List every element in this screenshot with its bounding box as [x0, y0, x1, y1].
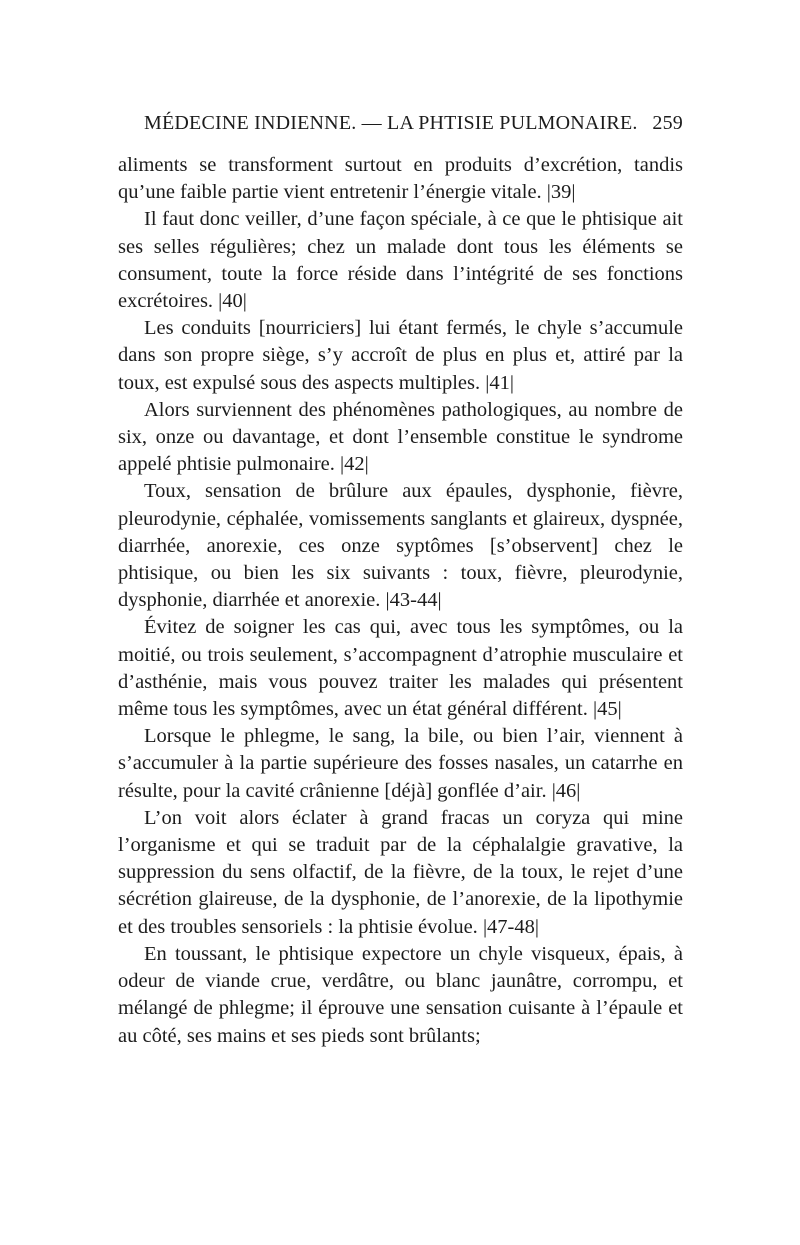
section-ref: |46|	[551, 779, 581, 802]
section-ref: |43-44|	[385, 589, 442, 612]
paragraph	[118, 614, 683, 723]
paragraph	[118, 152, 683, 206]
paragraph-text: Alors surviennent des phénomènes pathologiques, au nombre de six, onze ou davantage, et dont l’ensemble constitue le syndrome appelé phtisie pulmonaire.	[118, 398, 683, 476]
running-title: MÉDECINE INDIENNE. — LA PHTISIE PULMONAIRE.	[144, 112, 638, 134]
paragraph	[118, 478, 683, 614]
section-ref: |41|	[485, 371, 514, 394]
section-ref: |47-48|	[482, 915, 539, 938]
body-text	[118, 152, 683, 1050]
paragraph	[118, 397, 683, 479]
paragraph	[118, 206, 683, 315]
paragraph-text: Évitez de soigner les cas qui, avec tous les symptômes, ou la moitié, ou trois seulement, s’accompagnent d’atrophie musculaire et d’asthénie, mais vous pouvez traiter les malades qui présentent même tous les symptômes, avec un état général différent.	[118, 616, 683, 721]
paragraph	[118, 941, 683, 1050]
page-number: 259	[652, 112, 683, 134]
paragraph	[118, 315, 683, 397]
paragraph-text: aliments se transforment surtout en produits d’excrétion, tandis qu’une faible partie vient entretenir l’énergie vitale.	[118, 154, 683, 204]
paragraph	[118, 723, 683, 805]
paragraph-text: En toussant, le phtisique expectore un chyle visqueux, épais, à odeur de viande crue, verdâtre, ou blanc jaunâtre, corrompu, et mélangé de phlegme; il éprouve une sensation cuisante à l’épaule et au côté, ses mains et ses pieds sont brûlants;	[118, 942, 683, 1047]
section-ref: |42|	[340, 453, 369, 476]
running-header	[120, 112, 683, 142]
paragraph-text: Toux, sensation de brûlure aux épaules, dysphonie, fièvre, pleurodynie, céphalée, vomissements sanglants et glaireux, dyspnée, diarrhée, anorexie, ces onze syptômes [s’observent] chez le phtisique, ou bien les six suivants : toux, fièvre, pleurodynie, dysphonie, diarrhée et anorexie.	[118, 480, 683, 612]
paragraph-text: Lorsque le phlegme, le sang, la bile, ou bien l’air, viennent à s’accumuler à la partie supérieure des fosses nasales, un catarrhe en résulte, pour la cavité crânienne [déjà] gonflée d’air.	[118, 725, 683, 802]
paragraph-text: Les conduits [nourriciers] lui étant fermés, le chyle s’accumule dans son propre siège, s’y accroît de plus en plus et, attiré par la toux, est expulsé sous des aspects multiples.	[118, 317, 683, 394]
section-ref: |45|	[592, 698, 622, 721]
section-ref: |39|	[546, 181, 576, 204]
paragraph	[118, 805, 683, 941]
section-ref: |40|	[218, 290, 247, 313]
paragraph-text: Il faut donc veiller, d’une façon spéciale, à ce que le phtisique ait ses selles régulières; chez un malade dont tous les éléments se consument, toute la force réside dans l’intégrité de ses fonctions excrétoires.	[118, 208, 683, 313]
paragraph-text: L’on voit alors éclater à grand fracas un coryza qui mine l’organisme et qui se traduit par de la céphalalgie gravative, la suppression du sens olfactif, de la fièvre, de la toux, le rejet d’une sécrétion glaireuse, de la dysphonie, de l’anorexie, de la lipothymie et des troubles sensoriels : la phtisie évolue.	[118, 806, 683, 938]
